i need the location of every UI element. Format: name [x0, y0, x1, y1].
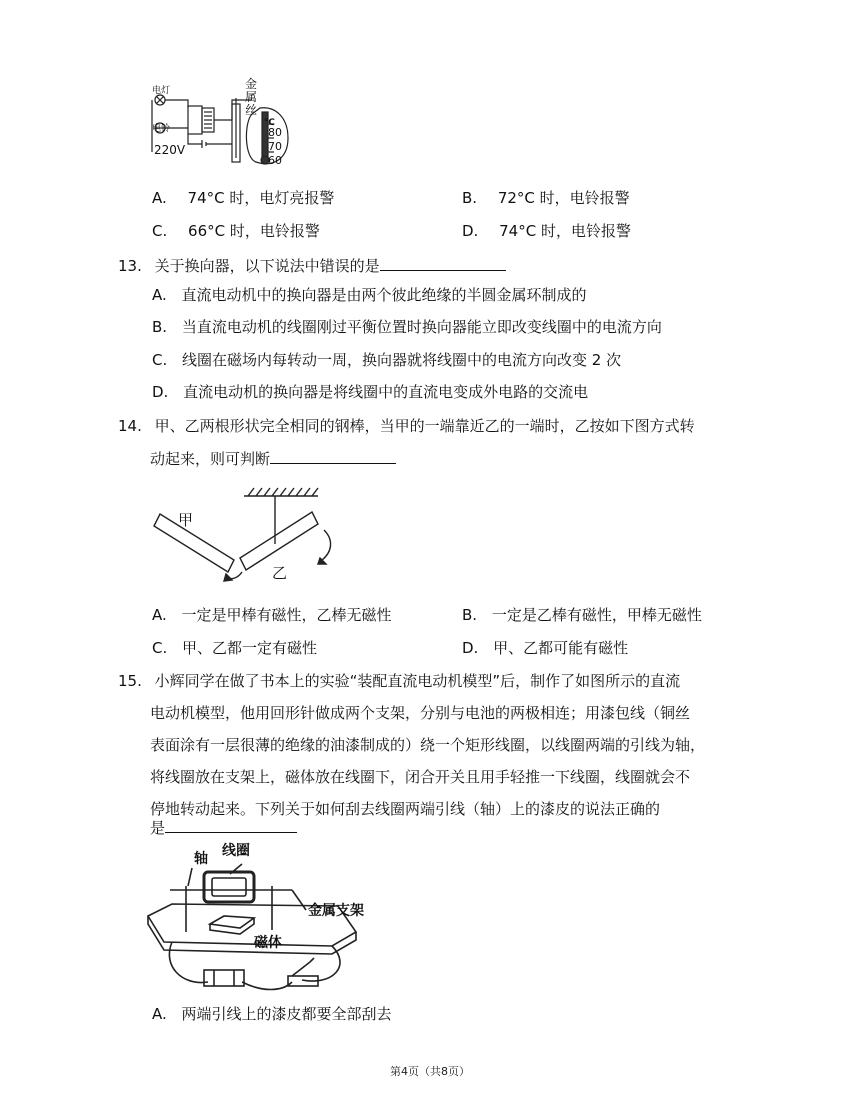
option-text: 72°C 时，电铃报警	[497, 189, 630, 207]
q12-label-bell: 电铃	[152, 124, 171, 134]
option-text: 一定是甲棒有磁性，乙棒无磁性	[181, 606, 392, 624]
option-letter: C.	[152, 639, 168, 657]
option-text: 线圈在磁场内每转动一周，换向器就将线圈中的电流方向改变 2 次	[182, 351, 622, 369]
q12-label-lamp: 电灯	[152, 86, 171, 96]
q12-label-celsius: ℃	[264, 118, 275, 128]
q13-option-c[interactable]	[152, 349, 621, 371]
q14-stem-line2	[150, 447, 396, 470]
q15-stem-line5: 停地转动起来。下列关于如何刮去线圈两端引线（轴）上的漆皮的说法正确的	[150, 800, 661, 818]
option-letter: B.	[152, 318, 168, 336]
q13-option-a[interactable]	[152, 284, 587, 306]
option-text: 74°C 时，电灯亮报警	[187, 189, 335, 207]
q15-motor-figure	[142, 846, 382, 998]
q14-label-yi: 乙	[272, 564, 288, 582]
q12-option-d[interactable]	[462, 220, 631, 242]
q15-stem-line3: 表面涂有一层很薄的绝缘的油漆制成的）绕一个矩形线圈，以线圈两端的引线为轴，	[150, 736, 706, 754]
option-letter: D.	[462, 639, 479, 657]
q14-option-c[interactable]	[152, 637, 317, 659]
option-text: 甲、乙都可能有磁性	[493, 639, 629, 657]
question-text: 动起来，则可判断	[150, 450, 271, 468]
answer-blank[interactable]	[270, 447, 396, 464]
q14-option-a[interactable]	[152, 604, 392, 626]
q12-scale-60: 60	[268, 154, 282, 167]
option-letter: A.	[152, 189, 167, 207]
option-text: 直流电动机中的换向器是由两个彼此绝缘的半圆金属环制成的	[181, 286, 587, 304]
q14-bars-figure	[150, 484, 350, 584]
q12-label-metal-wire: 金属丝	[245, 77, 258, 117]
option-letter: A.	[152, 286, 167, 304]
q15-stem-line4: 将线圈放在支架上，磁体放在线圈下，闭合开关且用手轻推一下线圈，线圈就会不	[150, 768, 691, 786]
option-text: 一定是乙棒有磁性，甲棒无磁性	[491, 606, 702, 624]
answer-blank[interactable]	[165, 816, 297, 833]
option-letter: C.	[152, 351, 168, 369]
question-text: 甲、乙两根形状完全相同的钢棒，当甲的一端靠近乙的一端时，乙按如下图方式转	[154, 417, 695, 435]
q15-label-axis: 轴	[194, 851, 208, 867]
option-text: 甲、乙都一定有磁性	[182, 639, 318, 657]
q14-option-d[interactable]	[462, 637, 628, 659]
answer-blank[interactable]	[380, 254, 506, 271]
option-text: 直流电动机的换向器是将线圈中的直流电变成外电路的交流电	[183, 383, 589, 401]
option-letter: D.	[462, 222, 479, 240]
option-text: 两端引线上的漆皮都要全部刮去	[181, 1005, 392, 1023]
q15-label-magnet: 磁体	[254, 935, 282, 951]
q12-option-b[interactable]	[462, 187, 630, 209]
q12-scale-80: 80	[268, 126, 282, 139]
q15-stem-line1	[118, 670, 680, 692]
question-number: 13.	[118, 257, 142, 275]
option-letter: A.	[152, 1005, 167, 1023]
q13-stem	[118, 254, 506, 277]
q14-label-jia: 甲	[178, 511, 194, 529]
option-text: 66°C 时，电铃报警	[188, 222, 320, 240]
q15-stem-line2: 电动机模型，他用回形针做成两个支架，分别与电池的两极相连；用漆包线（铜丝	[150, 704, 691, 722]
q15-stem-line6	[150, 816, 297, 839]
option-letter: B.	[462, 189, 478, 207]
question-number: 15.	[118, 672, 142, 690]
q15-option-a[interactable]	[152, 1003, 392, 1025]
q14-stem-line1	[118, 415, 695, 437]
option-text: 当直流电动机的线圈刚过平衡位置时换向器能立即改变线圈中的电流方向	[181, 318, 662, 336]
question-text: 小辉同学在做了书本上的实验“装配直流电动机模型”后，制作了如图所示的直流	[154, 672, 681, 690]
question-text: 是	[150, 819, 166, 837]
option-letter: D.	[152, 383, 169, 401]
option-letter: A.	[152, 606, 167, 624]
option-letter: B.	[462, 606, 478, 624]
question-text: 关于换向器，以下说法中错误的是	[154, 257, 380, 275]
question-number: 14.	[118, 417, 142, 435]
q15-label-coil: 线圈	[222, 843, 250, 859]
option-letter: C.	[152, 222, 168, 240]
q13-option-d[interactable]	[152, 381, 588, 403]
q12-option-c[interactable]	[152, 220, 320, 242]
option-text: 74°C 时，电铃报警	[499, 222, 631, 240]
q14-option-b[interactable]	[462, 604, 702, 626]
q13-option-b[interactable]	[152, 316, 662, 338]
q15-label-bracket: 金属支架	[308, 903, 364, 919]
q12-label-voltage: 220V	[154, 143, 186, 157]
page-footer: 第4页（共8页）	[390, 1065, 470, 1078]
q12-option-a[interactable]	[152, 187, 334, 209]
q12-scale-70: 70	[268, 140, 282, 153]
